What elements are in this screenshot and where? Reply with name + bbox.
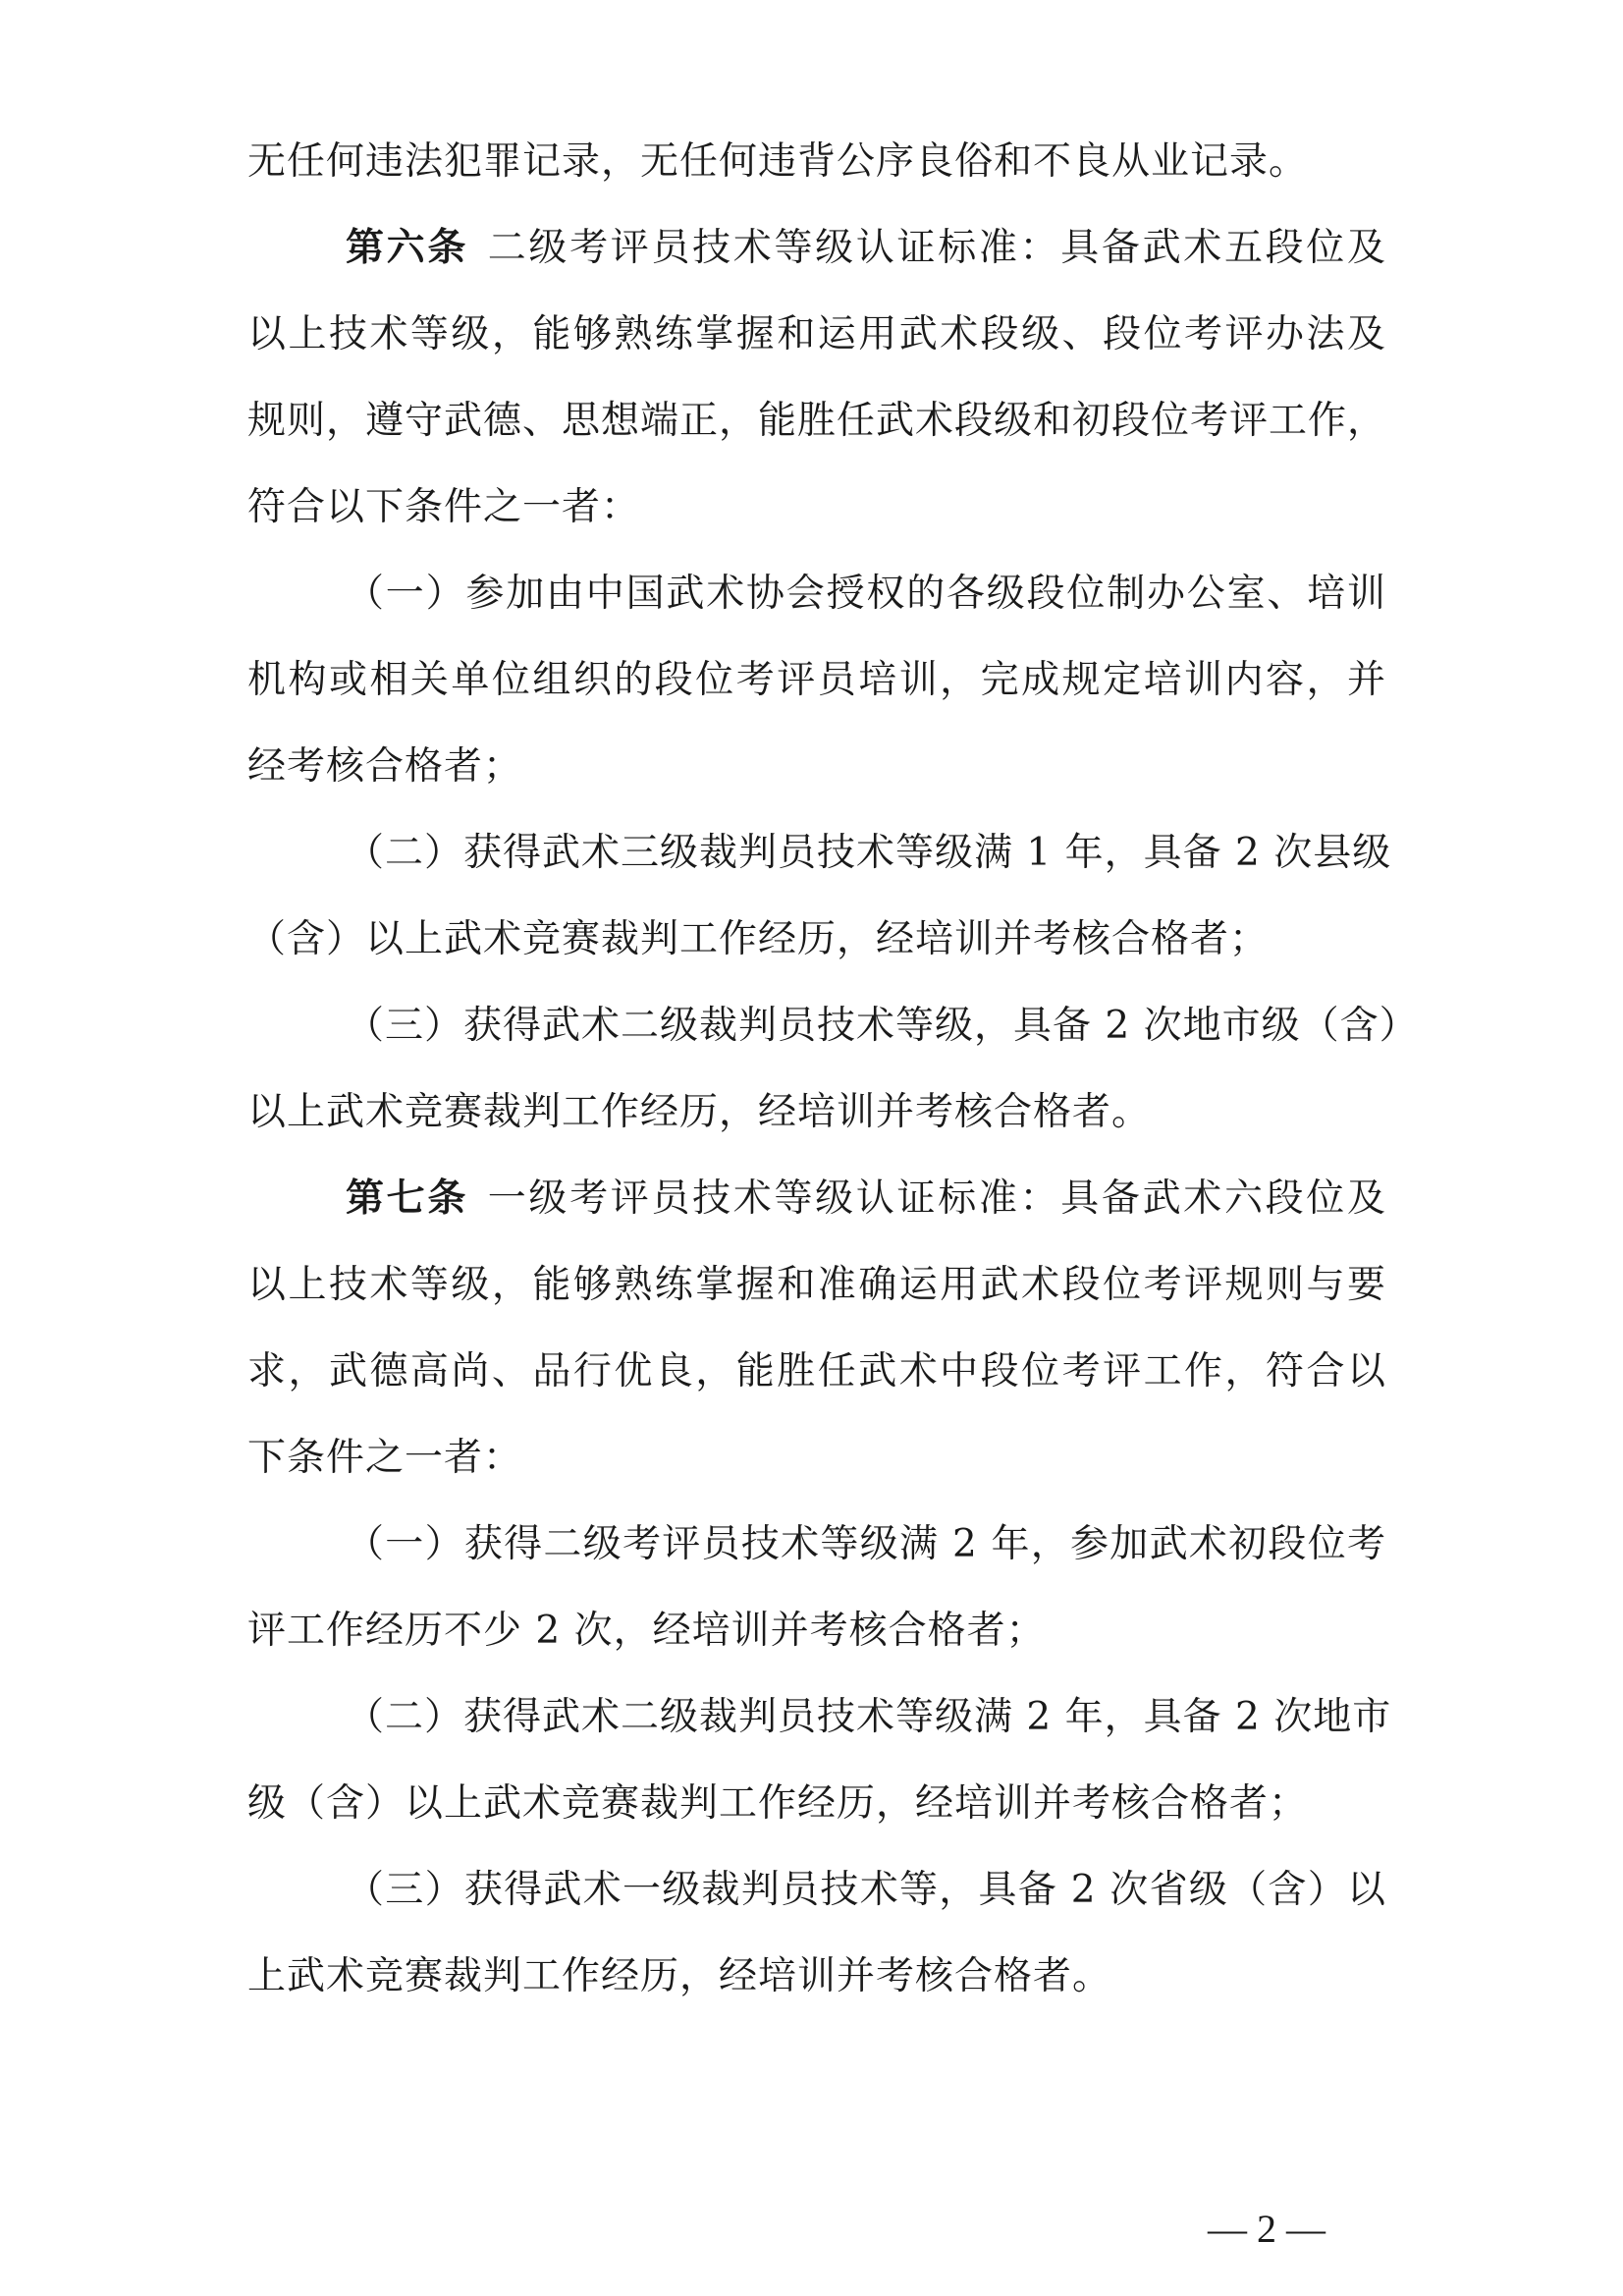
page-number: — 2 — xyxy=(1208,2207,1325,2251)
text-line: 上武术竞赛裁判工作经历，经培训并考核合格者。 xyxy=(247,1954,1112,1998)
text-line: （一）获得二级考评员技术等级满 2 年，参加武术初段位考 xyxy=(346,1522,1386,1566)
article-6-line xyxy=(346,224,1386,273)
article-7-heading: 第七条 xyxy=(346,1176,469,1221)
text-line: 二级考评员技术等级认证标准：具备武术五段位及 xyxy=(486,226,1386,270)
text-line: 规则，遵守武德、思想端正，能胜任武术段级和初段位考评工作， xyxy=(247,399,1387,443)
text-line: 以上技术等级，能够熟练掌握和运用武术段级、段位考评办法及 xyxy=(247,312,1386,356)
article-6-heading: 第六条 xyxy=(346,226,469,270)
text-line: （二）获得武术三级裁判员技术等级满 1 年，具备 2 次县级 xyxy=(346,831,1392,875)
text-line: 符合以下条件之一者： xyxy=(247,485,641,529)
text-line: （含）以上武术竞赛裁判工作经历，经培训并考核合格者； xyxy=(247,917,1270,961)
text-line: 以上技术等级，能够熟练掌握和准确运用武术段位考评规则与要 xyxy=(247,1263,1386,1307)
text-line: （二）获得武术二级裁判员技术等级满 2 年，具备 2 次地市 xyxy=(346,1695,1392,1739)
text-line: （三）获得武术一级裁判员技术等，具备 2 次省级（含）以 xyxy=(346,1868,1386,1912)
text-line: 评工作经历不少 2 次，经培训并考核合格者； xyxy=(247,1609,1046,1653)
text-line: （三）获得武术二级裁判员技术等级，具备 2 次地市级（含） xyxy=(346,1004,1419,1048)
text-line: 经考核合格者； xyxy=(247,744,523,789)
text-line: 求，武德高尚、品行优良，能胜任武术中段位考评工作，符合以 xyxy=(247,1349,1386,1394)
text-line: 一级考评员技术等级认证标准：具备武术六段位及 xyxy=(486,1176,1386,1221)
article-7-line xyxy=(346,1175,1386,1224)
text-line: 下条件之一者： xyxy=(247,1436,523,1480)
text-line: 以上武术竞赛裁判工作经历，经培训并考核合格者。 xyxy=(247,1090,1152,1134)
text-line: 机构或相关单位组织的段位考评员培训，完成规定培训内容，并 xyxy=(247,658,1386,702)
text-line: 无任何违法犯罪记录，无任何违背公序良俗和不良从业记录。 xyxy=(247,139,1309,184)
text-line: 级（含）以上武术竞赛裁判工作经历，经培训并考核合格者； xyxy=(247,1781,1309,1826)
text-line: （一）参加由中国武术协会授权的各级段位制办公室、培训 xyxy=(346,572,1386,616)
